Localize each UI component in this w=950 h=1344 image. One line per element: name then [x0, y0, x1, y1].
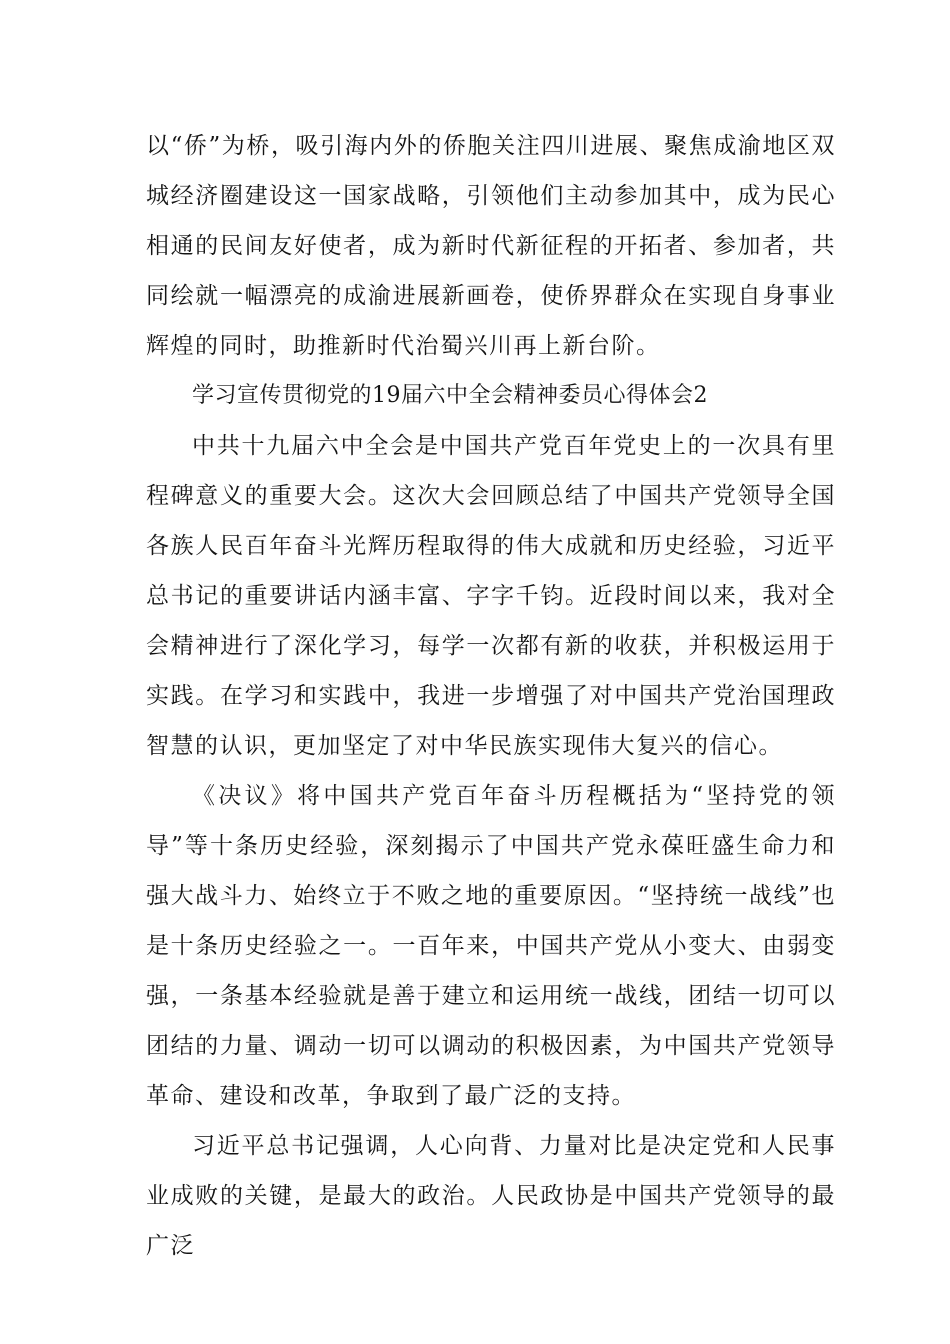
- paragraph-1: 中共十九届六中全会是中国共产党百年党史上的一次具有里程碑意义的重要大会。这次大会回顾总结了中国共产党领导全国各族人民百年奋斗光辉历程取得的伟大成就和历史经验，习近平总书记的重要讲话内涵丰富、字字千钧。近段时间以来，我对全会精神进行了深化学习，每学一次都有新的收获，并积极运用于实践。在学习和实践中，我进一步增强了对中国共产党治国理政智慧的认识，更加坚定了对中华民族实现伟大复兴的信心。: [146, 433, 836, 759]
- paragraph-3: 习近平总书记强调，人心向背、力量对比是决定党和人民事业成败的关键，是最大的政治。人民政协是中国共产党领导的最广泛: [146, 1133, 836, 1259]
- document-body: [146, 121, 836, 1271]
- section-heading: 学习宣传贯彻党的19届六中全会精神委员心得体会2: [192, 383, 708, 408]
- paragraph-continuation: 以“侨”为桥，吸引海内外的侨胞关注四川进展、聚焦成渝地区双城经济圈建设这一国家战略，引领他们主动参加其中，成为民心相通的民间友好使者，成为新时代新征程的开拓者、参加者，共同绘就一幅漂亮的成渝进展新画卷，使侨界群众在实现自身事业辉煌的同时，助推新时代治蜀兴川再上新台阶。: [146, 133, 836, 359]
- paragraph-2: 《决议》将中国共产党百年奋斗历程概括为“坚持党的领导”等十条历史经验，深刻揭示了中国共产党永葆旺盛生命力和强大战斗力、始终立于不败之地的重要原因。“坚持统一战线”也是十条历史经验之一。一百年来，中国共产党从小变大、由弱变强，一条基本经验就是善于建立和运用统一战线，团结一切可以团结的力量、调动一切可以调动的积极因素，为中国共产党领导革命、建设和改革，争取到了最广泛的支持。: [146, 783, 836, 1109]
